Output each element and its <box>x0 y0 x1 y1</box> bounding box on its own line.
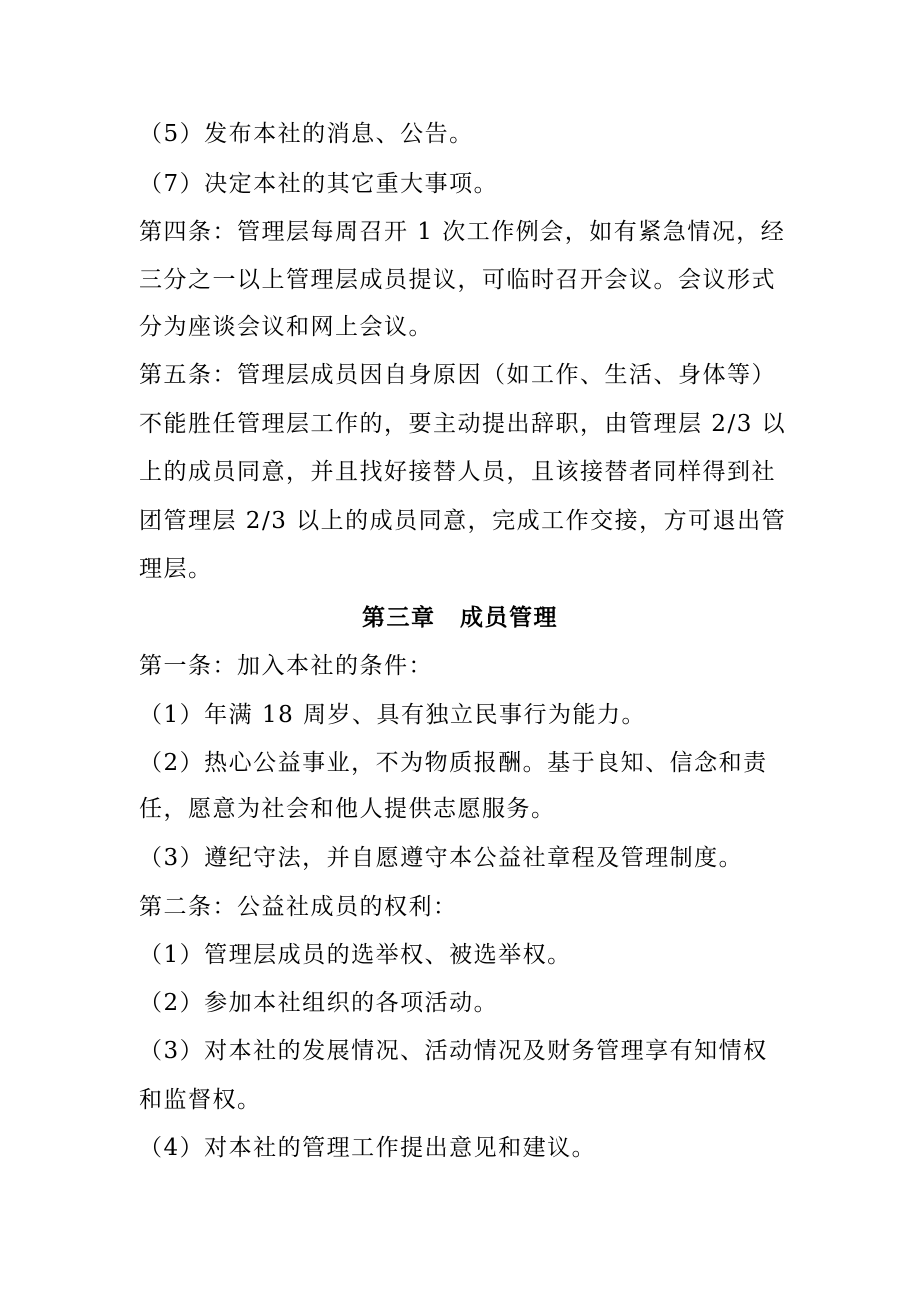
article-1-title: 第一条：加入本社的条件： <box>139 653 433 679</box>
article-5-line-4: 团管理层 2/3 以上的成员同意，完成工作交接，方可退出管 <box>139 508 787 534</box>
chapter-heading: 第三章 成员管理 <box>362 604 558 631</box>
right-1: （1）管理层成员的选举权、被选举权。 <box>139 942 572 968</box>
article-4-line-3: 分为座谈会议和网上会议。 <box>139 314 433 340</box>
condition-2-line-1: （2）热心公益事业，不为物质报酬。基于良知、信念和责 <box>139 750 768 776</box>
article-2-title: 第二条：公益社成员的权利： <box>139 894 458 920</box>
article-4-line-1: 第四条：管理层每周召开 1 次工作例会，如有紧急情况，经 <box>139 219 786 245</box>
item-7-other-matters: （7）决定本社的其它重大事项。 <box>139 171 499 197</box>
article-5-line-5: 理层。 <box>139 556 213 582</box>
article-4-line-2: 三分之一以上管理层成员提议，可临时召开会议。会议形式 <box>139 267 776 293</box>
item-5-publish-notices: （5）发布本社的消息、公告。 <box>139 121 474 147</box>
article-5-line-2: 不能胜任管理层工作的，要主动提出辞职，由管理层 2/3 以 <box>139 411 787 437</box>
condition-3: （3）遵纪守法，并自愿遵守本公益社章程及管理制度。 <box>139 845 744 871</box>
right-3-line-1: （3）对本社的发展情况、活动情况及财务管理享有知情权 <box>139 1038 768 1064</box>
article-5-line-3: 上的成员同意，并且找好接替人员，且该接替者同样得到社 <box>139 459 776 485</box>
condition-2-line-2: 任，愿意为社会和他人提供志愿服务。 <box>139 796 556 822</box>
condition-1: （1）年满 18 周岁、具有独立民事行为能力。 <box>139 702 647 728</box>
right-3-line-2: 和监督权。 <box>139 1087 262 1113</box>
right-2: （2）参加本社组织的各项活动。 <box>139 990 499 1016</box>
right-4: （4）对本社的管理工作提出意见和建议。 <box>139 1135 597 1161</box>
article-5-line-1: 第五条：管理层成员因自身原因（如工作、生活、身体等） <box>139 362 776 388</box>
